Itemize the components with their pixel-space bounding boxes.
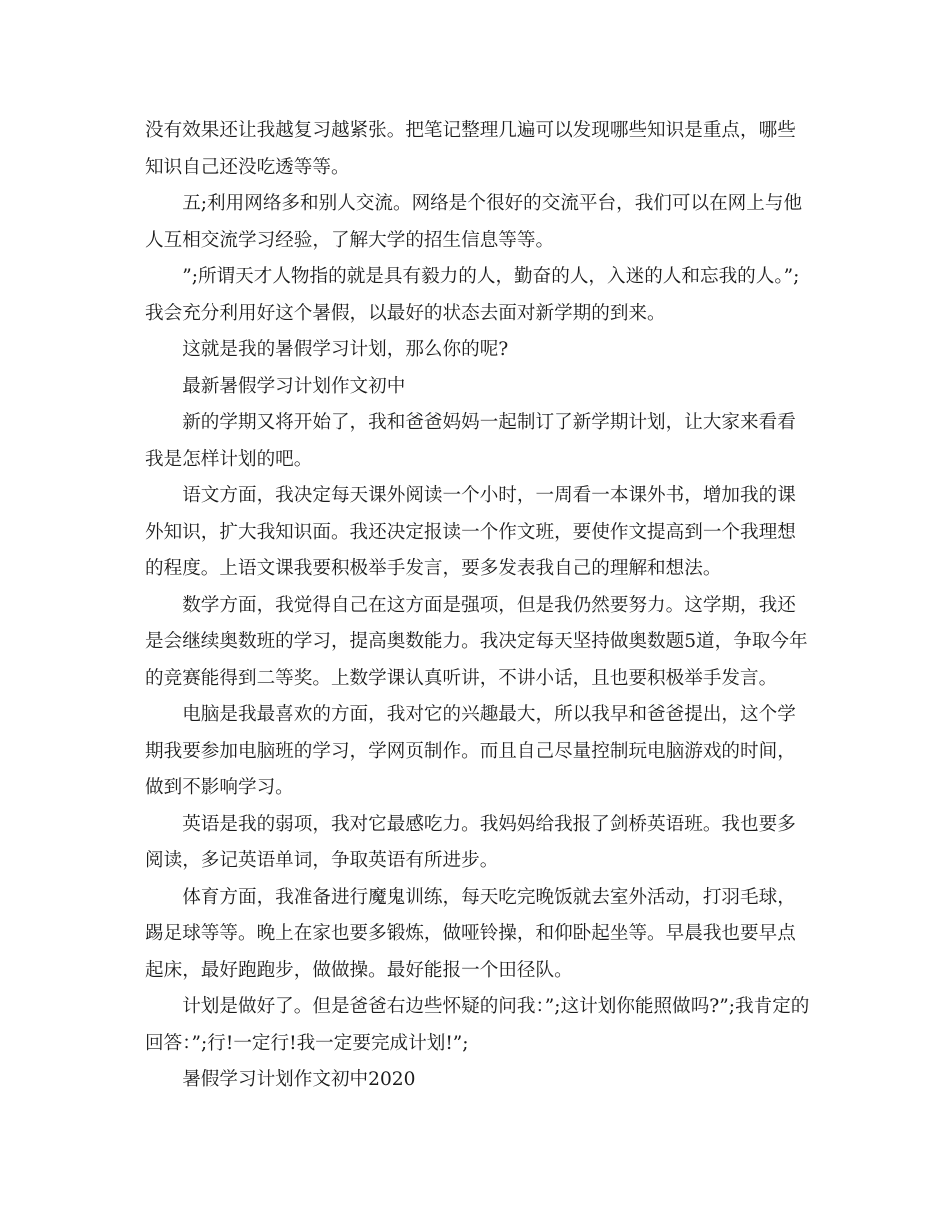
paragraph-2: 五;利用网络多和别人交流。网络是个很好的交流平台，我们可以在网上与他人互相交流学习经验，了解大学的招生信息等等。	[145, 193, 803, 251]
paragraph-9: 英语是我的弱项，我对它最感吃力。我妈妈给我报了剑桥英语班。我也要多阅读，多记英语单词，争取英语有所进步。	[145, 813, 796, 871]
section-heading-1: 最新暑假学习计划作文初中	[182, 375, 406, 397]
paragraph-1: 没有效果还让我越复习越紧张。把笔记整理几遍可以发现哪些知识是重点，哪些知识自己还没吃透等等。	[145, 120, 796, 178]
paragraph-3: ”;所谓天才人物指的就是具有毅力的人，勤奋的人，入迷的人和忘我的人。”;我会充分利用好这个暑假，以最好的状态去面对新学期的到来。	[145, 266, 800, 324]
section-heading-2: 暑假学习计划作文初中2020	[182, 1069, 416, 1090]
paragraph-8: 电脑是我最喜欢的方面，我对它的兴趣最大，所以我早和爸爸提出，这个学期我要参加电脑班的学习，学网页制作。而且自己尽量控制玩电脑游戏的时间，做到不影响学习。	[145, 704, 796, 798]
paragraph-4: 这就是我的暑假学习计划，那么你的呢?	[182, 339, 509, 360]
paragraph-11: 计划是做好了。但是爸爸右边些怀疑的问我：”;这计划你能照做吗?”;我肯定的回答：”;行!一定行!我一定要完成计划!”;	[145, 996, 810, 1054]
paragraph-10: 体育方面，我准备进行魔鬼训练，每天吃完晚饭就去室外活动，打羽毛球，踢足球等等。晚上在家也要多锻炼，做哑铃操，和仰卧起坐等。早晨我也要早点起床，最好跑跑步，做做操。最好能报一个田径队。	[145, 886, 796, 981]
paragraph-6: 语文方面，我决定每天课外阅读一个小时，一周看一本课外书，增加我的课外知识，扩大我知识面。我还决定报读一个作文班，要使作文提高到一个我理想的程度。上语文课我要积极举手发言，要多发表我自己的理解和想法。	[145, 485, 796, 579]
paragraph-5: 新的学期又将开始了，我和爸爸妈妈一起制订了新学期计划，让大家来看看我是怎样计划的吧。	[145, 412, 796, 470]
document-body	[145, 113, 810, 1099]
paragraph-7: 数学方面，我觉得自己在这方面是强项，但是我仍然要努力。这学期，我还是会继续奥数班的学习，提高奥数能力。我决定每天坚持做奥数题5道，争取今年的竞赛能得到二等奖。上数学课认真听讲，不讲小话，且也要积极举手发言。	[145, 594, 808, 689]
